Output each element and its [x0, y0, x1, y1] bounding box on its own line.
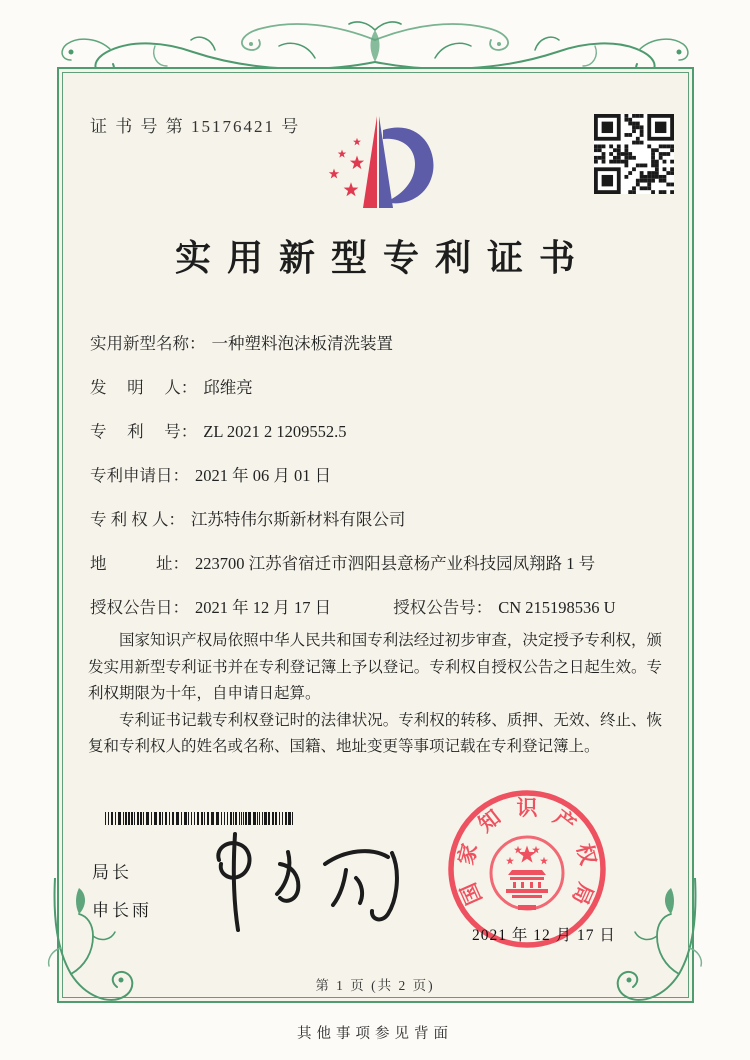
legal-text — [88, 628, 662, 761]
svg-text:局: 局 — [567, 879, 598, 909]
field-value: 邱维亮 — [203, 378, 253, 397]
seal-national-emblem — [491, 837, 563, 910]
field-row-inventor — [90, 366, 665, 410]
director-block — [92, 858, 152, 934]
field-row-filing-date — [90, 454, 665, 498]
logo-monogram — [363, 116, 433, 208]
svg-text:识: 识 — [516, 796, 538, 820]
field-label: 发 明 人： — [90, 378, 198, 397]
svg-text:国: 国 — [456, 879, 487, 909]
field-row-patent-number — [90, 410, 665, 454]
qr-finder-tr — [647, 114, 674, 141]
field-row-address — [90, 542, 665, 586]
field-value: ZL 2021 2 1209552.5 — [203, 422, 347, 441]
field-label: 专利申请日： — [90, 466, 189, 485]
field-value: 一种塑料泡沫板清洗装置 — [211, 334, 393, 353]
corner-flourish-right — [613, 878, 717, 1016]
signature-script — [195, 826, 405, 938]
field-value: 2021 年 06 月 01 日 — [195, 466, 332, 485]
field-label: 专 利 权 人： — [90, 510, 185, 529]
field-value: 223700 江苏省宿迁市泗阳县意杨产业科技园凤翔路 1 号 — [195, 554, 596, 573]
seal-date: 2021 年 12 月 17 日 — [472, 927, 616, 944]
field-row-patentee — [90, 498, 665, 542]
page-number: 第 1 页 (共 2 页) — [315, 978, 435, 993]
field-row-grant-info — [90, 586, 665, 630]
cnipa-logo — [303, 110, 445, 218]
qr-code — [592, 114, 676, 194]
field-label: 授权公告日： — [90, 598, 189, 617]
page-title: 实用新型专利证书 — [174, 238, 591, 278]
legal-paragraph-1: 国家知识产权局依照中华人民共和国专利法经过初步审查，决定授予专利权，颁发实用新型专利证书并在专利登记簿上予以登记。专利权自授权公告之日起生效。专利权期限为十年，自申请日起算。 — [88, 632, 662, 702]
qr-finder-tl — [594, 114, 621, 141]
svg-text:家: 家 — [453, 841, 482, 868]
barcode — [105, 812, 297, 825]
field-row-invention-name — [90, 322, 665, 366]
field-list — [90, 322, 665, 630]
field-label: 实用新型名称： — [90, 334, 206, 353]
field-value: CN 215198536 U — [498, 598, 616, 617]
back-note: 其他事项参见背面 — [297, 1026, 453, 1042]
field-value: 2021 年 12 月 17 日 — [195, 598, 332, 617]
director-title: 局长 — [92, 863, 132, 882]
field-value: 江苏特伟尔斯新材料有限公司 — [190, 510, 406, 529]
svg-text:知: 知 — [473, 805, 506, 837]
director-name: 申长雨 — [92, 901, 152, 920]
field-label: 专 利 号： — [90, 422, 198, 441]
legal-paragraph-2: 专利证书记载专利权登记时的法律状况。专利权的转移、质押、无效、终止、恢复和专利权人的姓名或名称、国籍、地址变更等事项记载在专利登记簿上。 — [88, 711, 662, 755]
svg-text:权: 权 — [572, 841, 601, 868]
logo-stars — [329, 138, 364, 197]
svg-text:产: 产 — [548, 805, 581, 837]
field-label: 授权公告号： — [393, 598, 493, 617]
field-label: 地 址： — [90, 554, 189, 573]
certificate-number: 证 书 号 第 15176421 号 — [90, 117, 301, 136]
qr-finder-bl — [594, 167, 621, 194]
